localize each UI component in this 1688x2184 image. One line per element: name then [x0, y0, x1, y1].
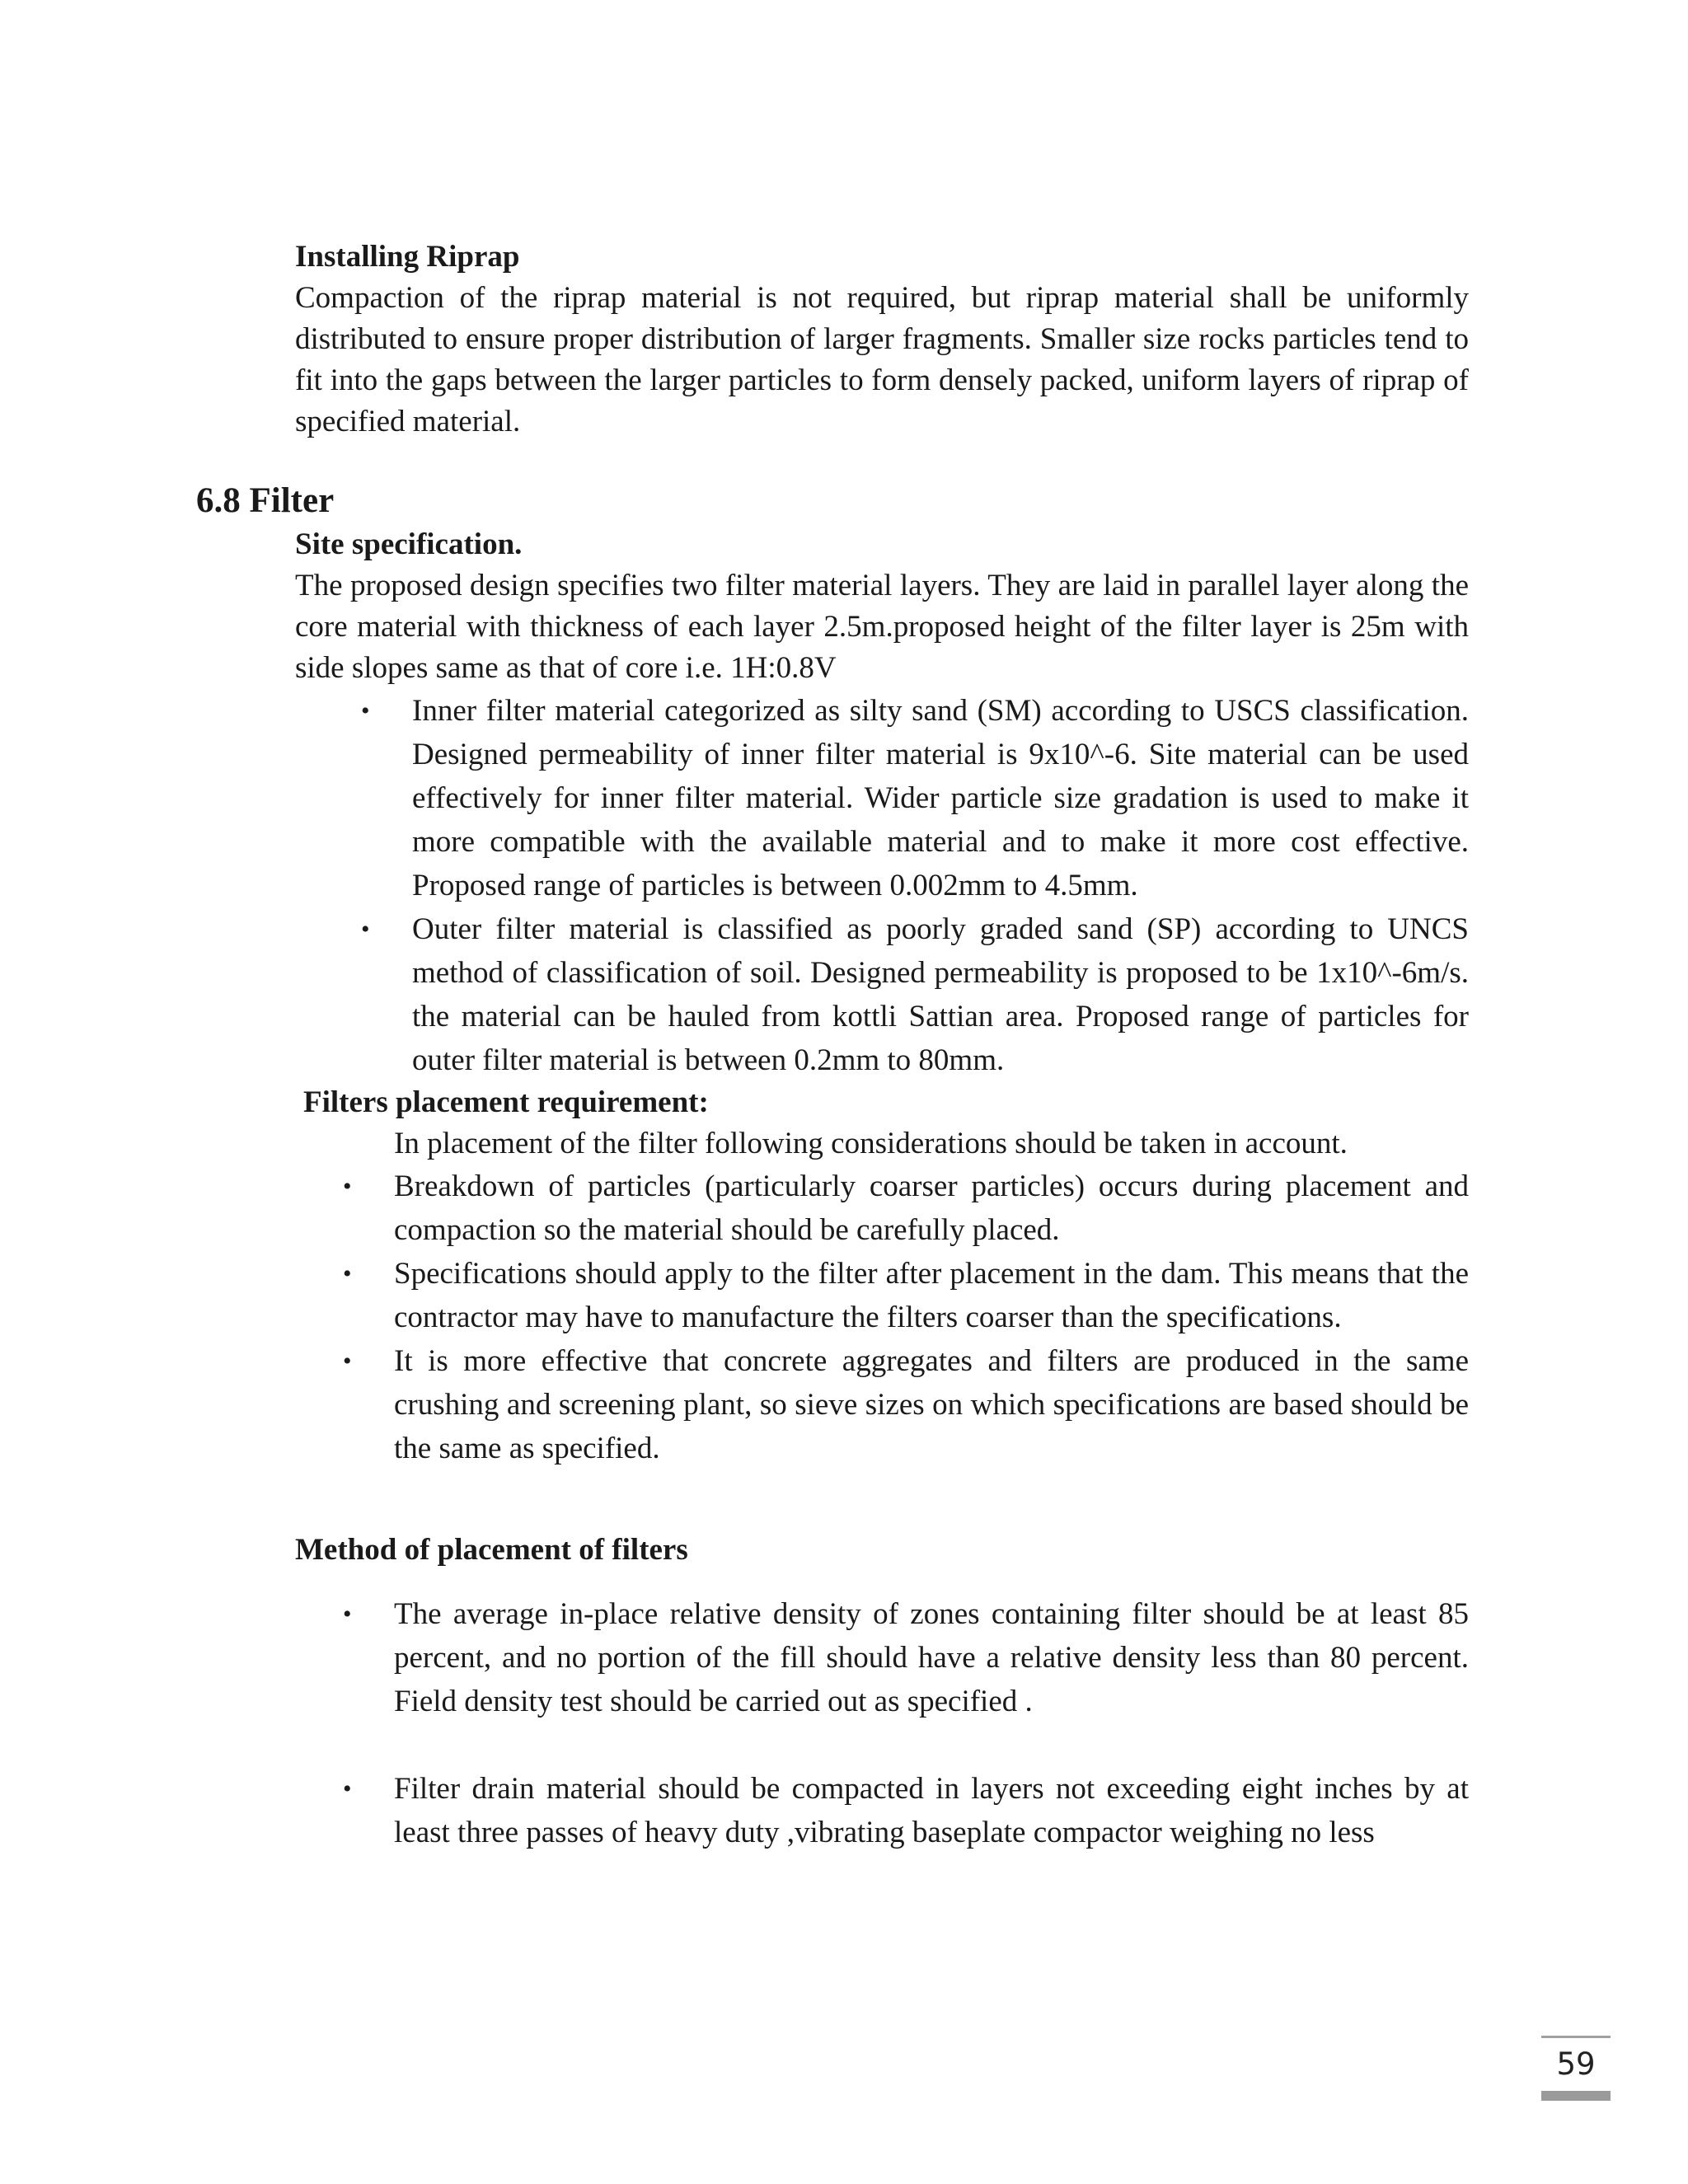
bullet-icon: • — [343, 1260, 352, 1287]
filter-material-list — [295, 689, 1469, 1082]
placement-intro: In placement of the filter following considerations should be taken in account. — [394, 1127, 1348, 1160]
placement-requirement-heading: Filters placement requirement: — [303, 1085, 709, 1119]
bullet-icon: • — [343, 1347, 352, 1375]
footer-bar — [1541, 2091, 1611, 2101]
bullet-icon: • — [343, 1173, 352, 1200]
page-number-footer — [1541, 2036, 1611, 2101]
list-item — [343, 1767, 1469, 1854]
list-item-text: Filter drain material should be compacted in layers not exceeding eight inches by at least three passes of heavy duty ,vibrating baseplate compactor weighing no less — [394, 1772, 1469, 1849]
bullet-icon: • — [361, 697, 370, 724]
list-item — [343, 1252, 1469, 1339]
list-item-text: It is more effective that concrete aggregates and filters are produced in the same crushing and screening plant, so sieve sizes on which specifications are based should be the same as specified. — [394, 1344, 1469, 1465]
riprap-heading: Installing Riprap — [295, 240, 520, 274]
list-item — [343, 1165, 1469, 1252]
list-item-text: Inner filter material categorized as silty sand (SM) according to USCS classification. Designed permeability of inner filter material is 9x10^-6. Site material can be used effectively for inner filter material. Wider particle size gradation is used to make it more compatible with the available material and to make it more cost effective. Proposed range of particles is between 0.002mm to 4.5mm. — [412, 694, 1469, 902]
site-specification-heading: Site specification. — [295, 527, 523, 561]
section-heading-filter: 6.8 Filter — [196, 481, 335, 520]
list-item — [343, 1339, 1469, 1470]
list-item — [361, 907, 1469, 1082]
bullet-icon: • — [343, 1775, 352, 1802]
list-item — [361, 689, 1469, 907]
method-of-placement-heading: Method of placement of filters — [295, 1533, 688, 1567]
list-item-text: Outer filter material is classified as poorly graded sand (SP) according to UNCS method of classification of soil. Designed permeability is proposed to be 1x10^-6m/s. the material can be hauled from kottli Sattian area. Proposed range of particles for outer filter material is between 0.2mm to 80mm. — [412, 912, 1469, 1077]
list-item-text: Specifications should apply to the filter after placement in the dam. This means that the contractor may have to manufacture the filters coarser than the specifications. — [394, 1257, 1469, 1334]
bullet-icon: • — [361, 916, 370, 943]
bullet-icon: • — [343, 1601, 352, 1628]
list-item-text: The average in-place relative density of zones containing filter should be at least 85 percent, and no portion of the fill should have a relative density less than 80 percent. Field density test should be carried out as specified . — [394, 1597, 1469, 1718]
page-number: 59 — [1556, 2046, 1596, 2082]
riprap-paragraph: Compaction of the riprap material is not required, but riprap material shall be uniformly distributed to ensure proper distribution of larger fragments. Smaller size rocks particles tend to fit into the gaps between the larger particles to form densely packed, uniform layers of riprap of specified material. — [295, 281, 1469, 438]
page-content — [196, 237, 1469, 1854]
placement-requirement-list — [295, 1165, 1469, 1470]
method-of-placement-list — [295, 1592, 1469, 1854]
site-specification-paragraph: The proposed design specifies two filter material layers. They are laid in parallel layer along the core material with thickness of each layer 2.5m.proposed height of the filter layer is 25m with side slopes same as that of core i.e. 1H:0.8V — [295, 569, 1469, 685]
list-item — [343, 1592, 1469, 1723]
list-item-text: Breakdown of particles (particularly coarser particles) occurs during placement and compaction so the material should be carefully placed. — [394, 1169, 1469, 1247]
